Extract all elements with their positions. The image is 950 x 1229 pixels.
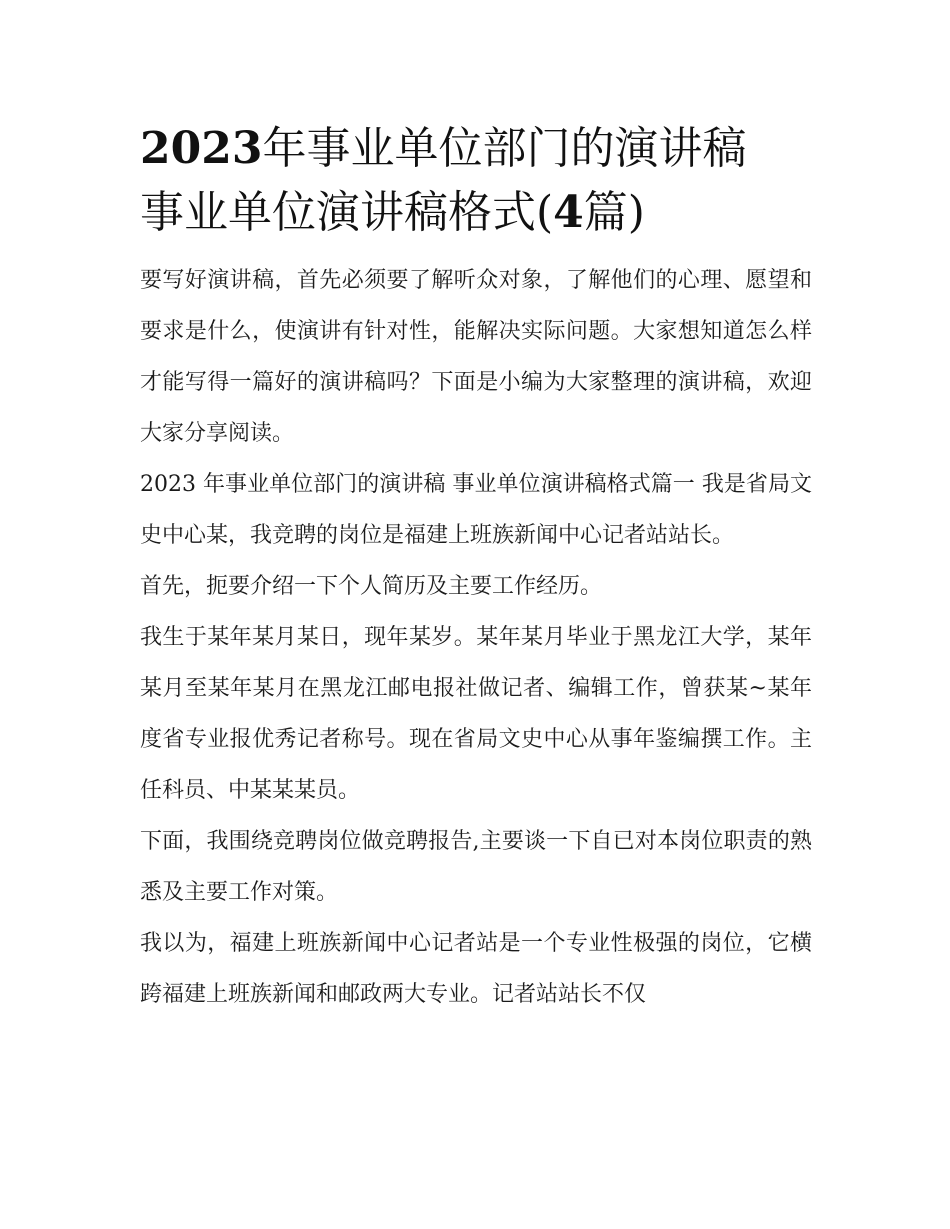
title-line-1 bbox=[140, 117, 812, 181]
title-line-2 bbox=[140, 181, 812, 245]
title-year: 2023 bbox=[140, 123, 263, 174]
title-count: 4 bbox=[553, 187, 584, 238]
paragraph-section-start: 2023 年事业单位部门的演讲稿 事业单位演讲稿格式篇一 我是省局文史中心某，我竞聘的岗位是福建上班族新闻中心记者站站长。 bbox=[140, 472, 812, 548]
paragraph-report-intro: 下面，我围绕竞聘岗位做竞聘报告,主要谈一下自已对本岗位职责的熟悉及主要工作对策。 bbox=[140, 829, 812, 905]
paragraph-resume: 我生于某年某月某日，现年某岁。某年某月毕业于黑龙江大学，某年某月至某年某月在黑龙江邮电报社做记者、编辑工作，曾获某~某年度省专业报优秀记者称号。现在省局文史中心从事年鉴编撰工作。主任科员、中某某某员。 bbox=[140, 625, 812, 803]
title-line-2-text: 事业单位演讲稿格式( bbox=[140, 187, 554, 238]
document-title bbox=[140, 117, 812, 245]
paragraph-position-view: 我以为，福建上班族新闻中心记者站是一个专业性极强的岗位，它横跨福建上班族新闻和邮政两大专业。记者站站长不仅 bbox=[140, 931, 812, 1007]
paragraph-intro: 要写好演讲稿，首先必须要了解听众对象，了解他们的心理、愿望和要求是什么，使演讲有针对性，能解决实际问题。大家想知道怎么样才能写得一篇好的演讲稿吗？下面是小编为大家整理的演讲稿，欢迎大家分享阅读。 bbox=[140, 268, 812, 446]
paragraph-resume-intro: 首先，扼要介绍一下个人简历及主要工作经历。 bbox=[140, 574, 603, 599]
document-content bbox=[140, 117, 812, 1020]
title-line-2-end: 篇) bbox=[583, 187, 645, 238]
title-line-1-text: 年事业单位部门的演讲稿 bbox=[262, 123, 747, 174]
